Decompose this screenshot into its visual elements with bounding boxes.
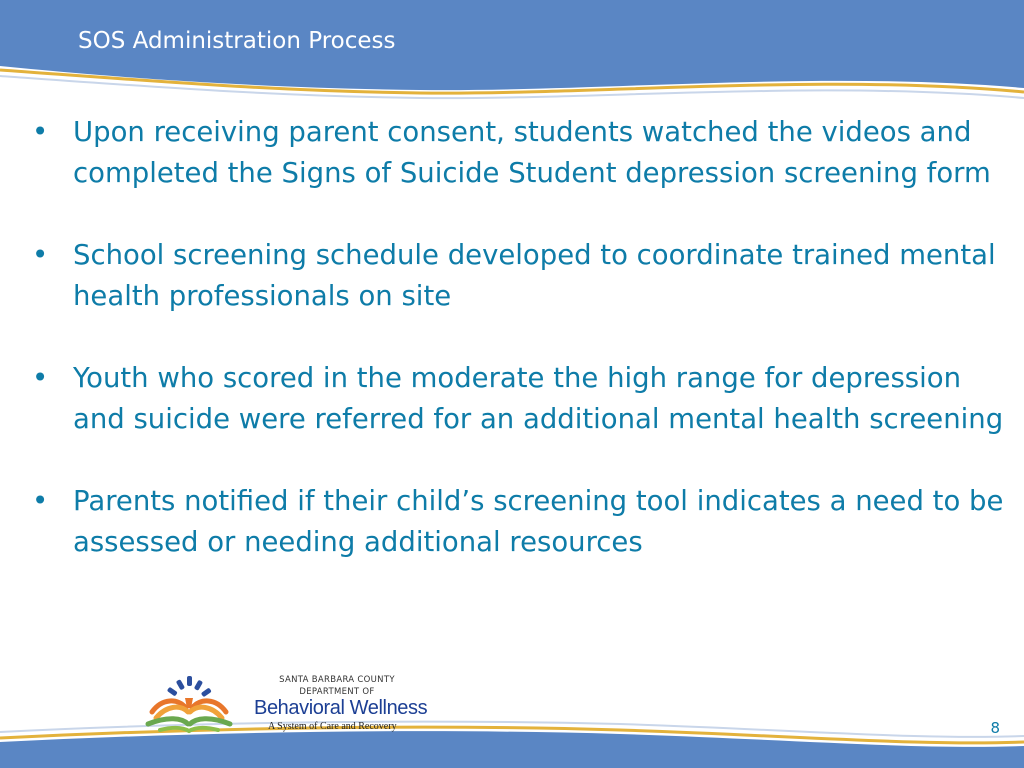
slide-title: SOS Administration Process [78,28,396,54]
bullet-text: School screening schedule developed to coordinate trained mental health professionals on site [73,239,996,312]
bullet-list [28,112,1008,604]
logo-tagline-text: A System of Care and Recovery [268,721,397,732]
bullet-item-consent [28,112,1008,194]
bullet-item-parents [28,481,1008,563]
bullet-text: Youth who scored in the moderate the high range for depression and suicide were referred for an additional mental health screening [73,362,1004,435]
bullet-item-schedule [28,235,1008,317]
bullet-dot: • [32,362,49,394]
logo-department-text: DEPARTMENT OF [299,687,375,697]
bullet-dot: • [32,116,49,148]
logo-name-text: Behavioral Wellness [254,697,428,719]
bullet-text: Parents notified if their child’s screening tool indicates a need to be assessed or needing additional resources [73,485,1004,558]
bullet-dot: • [32,239,49,271]
page-number: 8 [990,719,1000,737]
header-wave-band [0,0,1024,110]
logo-county-text: SANTA BARBARA COUNTY [279,675,395,685]
bullet-item-referral [28,358,1008,440]
bullet-text: Upon receiving parent consent, students watched the videos and completed the Signs of Suicide Student depression screening form [73,116,991,189]
bullet-dot: • [32,485,49,517]
